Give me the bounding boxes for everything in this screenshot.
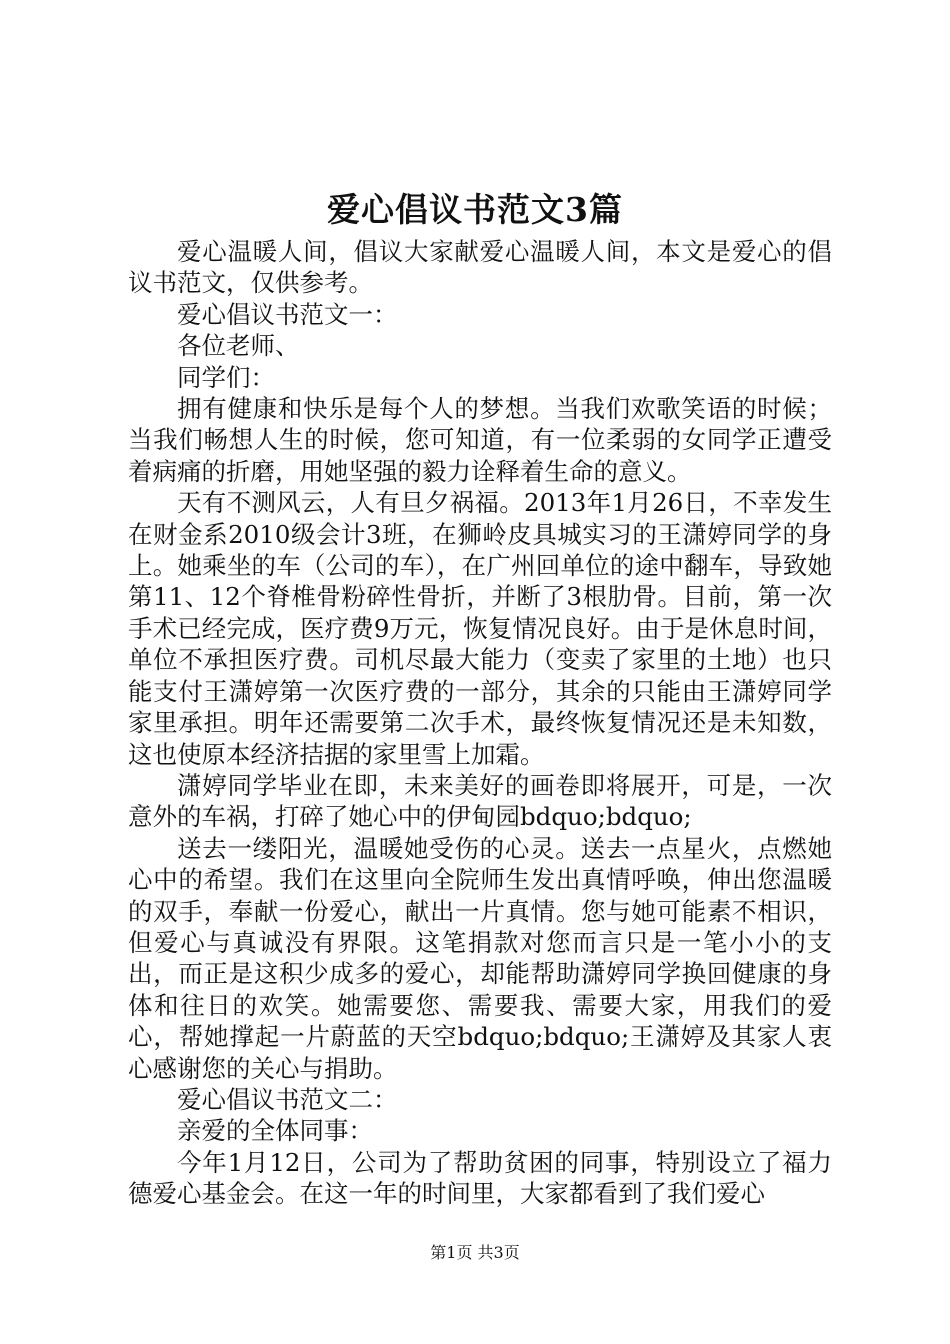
body-paragraph: 送去一缕阳光，温暖她受伤的心灵。送去一点星火，点燃她心中的希望。我们在这里向全院师生发出真情呼唤，伸出您温暖的双手，奉献一份爱心，献出一片真情。您与她可能素不相识，但爱心与真诚没有界限。这笔捐款对您而言只是一笔小小的支出，而正是这积少成多的爱心，却能帮助潇婷同学换回健康的身体和往日的欢笑。她需要您、需要我、需要大家，用我们的爱心，帮她撑起一片蔚蓝的天空bdquo;bdquo;王潇婷及其家人衷心感谢您的关心与捐助。 <box>128 833 832 1083</box>
section-heading-two: 爱心倡议书范文二： <box>177 1084 398 1114</box>
intro-paragraph: 爱心温暖人间，倡议大家献爱心温暖人间，本文是爱心的倡议书范文，仅供参考。 <box>128 237 832 298</box>
salutation-line: 各位老师、 <box>177 331 300 361</box>
body-paragraph: 拥有健康和快乐是每个人的梦想。当我们欢歌笑语的时候；当我们畅想人生的时候，您可知道，有一位柔弱的女同学正遭受着病痛的折磨，用她坚强的毅力诠释着生命的意义。 <box>128 394 832 486</box>
body-paragraph: 潇婷同学毕业在即，未来美好的画卷即将展开，可是，一次意外的车祸，打碎了她心中的伊甸园bdquo;bdquo; <box>128 770 832 832</box>
body-paragraph: 今年1月12日，公司为了帮助贫困的同事，特别设立了福力德爱心基金会。在这一年的时间里，大家都看到了我们爱心 <box>128 1147 832 1209</box>
salutation-line: 亲爱的全体同事： <box>177 1116 373 1146</box>
section-heading-one: 爱心倡议书范文一： <box>177 299 398 329</box>
body-paragraph: 天有不测风云，人有旦夕祸福。2013年1月26日，不幸发生在财金系2010级会计3班，在狮岭皮具城实习的王潇婷同学的身上。她乘坐的车（公司的车），在广州回单位的途中翻车，导致她第11、12个脊椎骨粉碎性骨折，并断了3根肋骨。目前，第一次手术已经完成，医疗费9万元，恢复情况良好。由于是休息时间，单位不承担医疗费。司机尽最大能力（变卖了家里的土地）也只能支付王潇婷第一次医疗费的一部分，其余的只能由王潇婷同学家里承担。明年还需要第二次手术，最终恢复情况还是未知数，这也使原本经济拮据的家里雪上加霜。 <box>128 488 832 769</box>
document-title: 爱心倡议书范文3篇 <box>327 190 623 229</box>
salutation-line: 同学们： <box>177 362 275 392</box>
page-number-footer: 第1页 共3页 <box>430 1243 520 1262</box>
document-body <box>128 236 832 1210</box>
